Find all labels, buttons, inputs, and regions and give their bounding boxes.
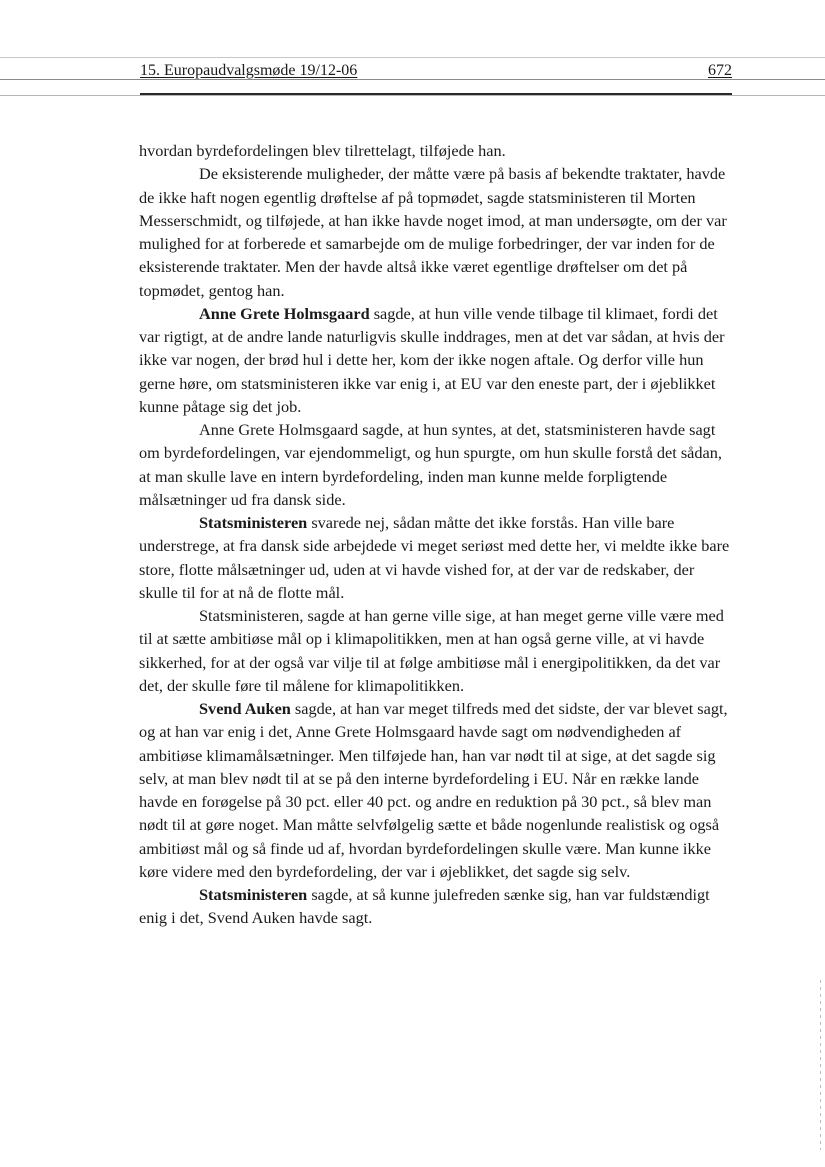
scan-artifact-line [0, 57, 825, 58]
paragraph [139, 162, 731, 302]
speaker-name: Anne Grete Holmsgaard [199, 303, 370, 323]
paragraph-text: Statsministeren, sagde at han gerne ville sige, at han meget gerne ville være med til at sætte ambitiøse mål op i klimapolitikken, men at han også gerne ville, at vi havde sikkerhed, for at der også var vilje til at følge ambitiøse mål i energipolitikken, da det var det, der skulle føre til målene for klimapolitikken. [139, 606, 724, 695]
paragraph-text: sagde, at hun ville vende tilbage til klimaet, fordi det var rigtigt, at de andre lande naturligvis skulle inddrages, men at det var sådan, at hvis der ikke var nogen, der brød hul i dette her, kom der ikke nogen aftale. Og derfor ville hun gerne høre, om statsministeren ikke var enig i, at EU var den eneste part, der i øjeblikket kunne påtage sig det job. [139, 303, 725, 416]
paragraph-text: Anne Grete Holmsgaard sagde, at hun syntes, at det, statsministeren havde sagt om byrdefordelingen, var ejendommeligt, og hun spurgte, om hun skulle forstå det sådan, at man skulle lave en intern byrdefordeling, inden man kunne melde forpligtende målsætninger ud fra dansk side. [139, 420, 722, 509]
paragraph [139, 604, 731, 697]
speaker-name: Statsministeren [199, 885, 308, 904]
paragraph [139, 697, 731, 883]
paragraph [139, 418, 731, 511]
speaker-name: Svend Auken [199, 699, 291, 718]
paragraph-text: sagde, at han var meget tilfreds med det sidste, der var blevet sagt, og at han var enig i det, Anne Grete Holmsgaard havde sagt om nødvendigheden af ambitiøse klimamålsætninger. Men tilføjede han, han var nødt til at sige, at det sagde sig selv, at man blev nødt til at se på den interne byrdefordeling i EU. Når en række lande havde en forøgelse på 30 pct. eller 40 pct. og andre en reduktion på 30 pct., så blev man nødt til at gøre noget. Man måtte selvfølgelig sætte et både nogenlunde realistisk og også ambitiøst mål og så finde ud af, hvordan byrdefordelingen skulle være. Man kunne ikke køre videre med den byrdefordeling, der var i øjeblikket, det sagde sig selv. [139, 699, 728, 881]
paragraph-text: hvordan byrdefordelingen blev tilrettelagt, tilføjede han. [139, 141, 506, 160]
paragraph-text: De eksisterende muligheder, der måtte være på basis af bekendte traktater, havde de ikke haft nogen egentlig drøftelse af på topmødet, sagde statsministeren til Morten Messerschmidt, og tilføjede, at han ikke havde noget imod, at man undersøgte, om der var mulighed for at forberede et samarbejde om de mulige forbedringer, der var inden for de eksisterende traktater. Men der havde altså ikke været egentlige drøftelser om det på topmødet, gentog han. [139, 164, 727, 300]
document-body [139, 139, 731, 930]
speaker-name: Statsministeren [199, 513, 308, 532]
paragraph [139, 302, 731, 418]
paragraph [139, 883, 731, 930]
paragraph-text: svarede nej, sådan måtte det ikke forstås. Han ville bare understrege, at fra dansk side arbejdede vi meget seriøst med dette her, vi meldte ikke bare store, flotte målsætninger ud, uden at vi havde vished for, at der var de redskaber, der skulle til for at nå de flotte mål. [139, 513, 730, 602]
document-title: 15. Europaudvalgsmøde 19/12-06 [140, 62, 358, 79]
scan-artifact-line [0, 95, 825, 96]
paragraph [139, 139, 731, 162]
page-header [140, 60, 732, 82]
paragraph [139, 511, 731, 604]
scan-edge-artifact [820, 980, 821, 1150]
page-number: 672 [708, 62, 732, 79]
paragraph-text: sagde, at så kunne julefreden sænke sig, han var fuldstændigt enig i det, Svend Auken havde sagt. [139, 885, 710, 928]
